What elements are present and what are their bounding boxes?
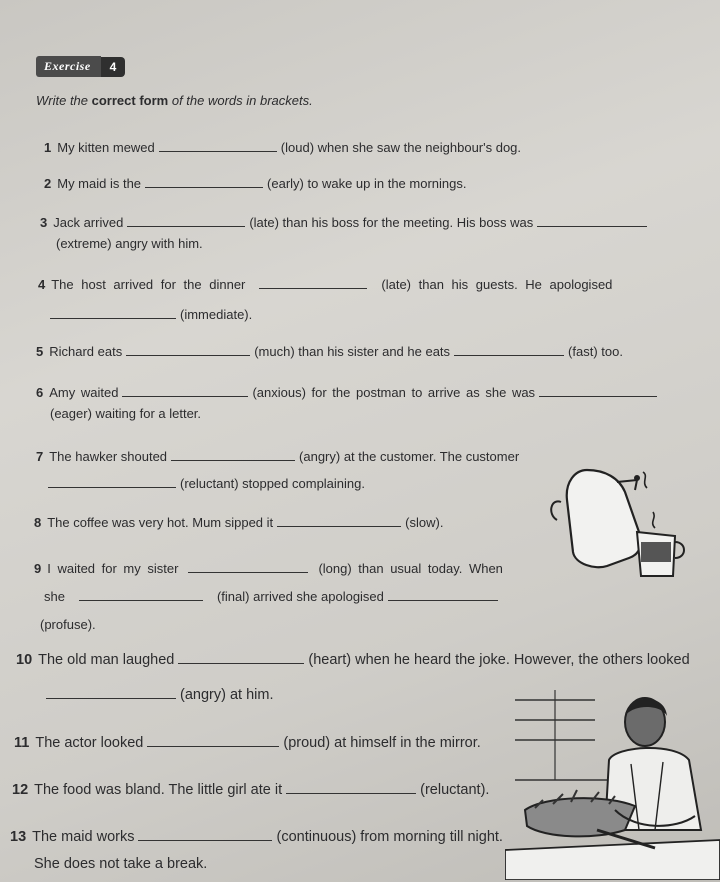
text-segment: (continuous) from morning till night.	[276, 829, 503, 845]
question-7-line-2	[48, 475, 365, 491]
maid-kitchen-illustration	[505, 680, 720, 880]
text-segment: 5	[36, 344, 44, 359]
text-segment: (immediate).	[180, 307, 253, 322]
question-3-line-2	[56, 236, 203, 251]
text-segment: 6	[36, 385, 44, 400]
question-3	[40, 214, 651, 230]
exercise-badge	[36, 56, 125, 77]
text-segment: She does not take a break.	[34, 856, 208, 872]
text-segment: Jack arrived	[53, 215, 124, 230]
text-segment: My maid is the	[57, 176, 142, 191]
text-segment: 1	[44, 140, 52, 155]
question-5	[36, 343, 623, 359]
text-segment: (proud) at himself in the mirror.	[283, 735, 481, 751]
text-segment: The hawker shouted	[49, 449, 168, 464]
answer-blank[interactable]	[188, 560, 308, 573]
text-segment: Richard eats	[49, 344, 123, 359]
text-segment: I waited for my sister	[47, 561, 179, 576]
answer-blank[interactable]	[138, 828, 272, 841]
answer-blank[interactable]	[46, 686, 176, 699]
answer-blank[interactable]	[454, 343, 564, 356]
text-segment: 3	[40, 215, 48, 230]
text-segment: 13	[10, 829, 27, 845]
exercise-label: Exercise	[36, 56, 101, 77]
instruction	[36, 93, 313, 108]
text-segment: My kitten mewed	[57, 140, 155, 155]
text-segment: 11	[14, 735, 30, 751]
text-segment: The maid works	[32, 829, 135, 845]
answer-blank[interactable]	[50, 306, 176, 319]
text-segment: (angry) at him.	[180, 687, 274, 703]
exercise-number: 4	[101, 57, 126, 77]
text-segment: Amy waited	[49, 385, 119, 400]
text-segment: correct form	[91, 93, 169, 108]
text-segment: she	[44, 589, 65, 604]
question-13	[10, 828, 503, 845]
question-7	[36, 448, 519, 464]
text-segment: (fast) too.	[568, 344, 623, 359]
answer-blank[interactable]	[79, 588, 203, 601]
text-segment: (slow).	[405, 515, 444, 530]
text-segment: The actor looked	[35, 735, 144, 751]
question-1	[44, 139, 521, 155]
text-segment: (eager) waiting for a letter.	[50, 406, 202, 421]
text-segment: (profuse).	[40, 617, 96, 632]
text-segment: 9	[34, 561, 42, 576]
answer-blank[interactable]	[145, 175, 263, 188]
text-segment: (final) arrived she apologised	[216, 589, 384, 604]
text-segment: 12	[12, 782, 29, 798]
text-segment: 4	[38, 277, 46, 292]
answer-blank[interactable]	[537, 214, 647, 227]
text-segment: 8	[34, 515, 42, 530]
text-segment: (reluctant).	[420, 782, 490, 798]
text-segment: (early) to wake up in the mornings.	[267, 176, 467, 191]
question-11	[14, 734, 481, 751]
text-segment: (heart) when he heard the joke. However, the others looked	[308, 652, 690, 668]
answer-blank[interactable]	[127, 214, 245, 227]
answer-blank[interactable]	[277, 514, 401, 527]
text-segment: (loud) when she saw the neighbour's dog.	[280, 140, 522, 155]
text-segment: Write the	[36, 93, 89, 108]
answer-blank[interactable]	[259, 276, 367, 289]
text-segment: (reluctant) stopped complaining.	[180, 476, 365, 491]
question-9-line-3	[40, 617, 96, 632]
coffee-pot-illustration	[545, 462, 695, 587]
question-6-line-2	[50, 406, 201, 421]
answer-blank[interactable]	[122, 384, 248, 397]
answer-blank[interactable]	[126, 343, 250, 356]
text-segment: of the words in brackets.	[171, 93, 313, 108]
text-segment: (late) than his boss for the meeting. His boss was	[249, 215, 534, 230]
text-segment: (angry) at the customer. The customer	[299, 449, 520, 464]
text-segment: 2	[44, 176, 52, 191]
question-10	[16, 651, 690, 668]
text-segment: The host arrived for the dinner	[51, 277, 246, 292]
answer-blank[interactable]	[539, 384, 657, 397]
answer-blank[interactable]	[159, 139, 277, 152]
text-segment: 10	[16, 652, 33, 668]
question-13-line-2	[34, 856, 207, 872]
question-12	[12, 781, 489, 798]
question-4-line-2	[50, 306, 252, 322]
text-segment: (long) than usual today. When	[318, 561, 503, 576]
question-4	[38, 276, 612, 292]
text-segment: The food was bland. The little girl ate it	[34, 782, 283, 798]
answer-blank[interactable]	[286, 781, 416, 794]
answer-blank[interactable]	[147, 734, 279, 747]
answer-blank[interactable]	[388, 588, 498, 601]
answer-blank[interactable]	[171, 448, 295, 461]
text-segment: (late) than his guests. He apologised	[381, 277, 613, 292]
answer-blank[interactable]	[178, 651, 304, 664]
text-segment: 7	[36, 449, 44, 464]
question-9	[34, 560, 503, 576]
answer-blank[interactable]	[48, 475, 176, 488]
question-2	[44, 175, 466, 191]
text-segment: (much) than his sister and he eats	[254, 344, 451, 359]
question-8	[34, 514, 443, 530]
text-segment: (anxious) for the postman to arrive as she was	[252, 385, 536, 400]
text-segment: (extreme) angry with him.	[56, 236, 203, 251]
question-6	[36, 384, 661, 400]
text-segment: The old man laughed	[38, 652, 175, 668]
text-segment: The coffee was very hot. Mum sipped it	[47, 515, 274, 530]
question-9-line-2	[44, 588, 502, 604]
question-10-line-2	[46, 686, 273, 703]
